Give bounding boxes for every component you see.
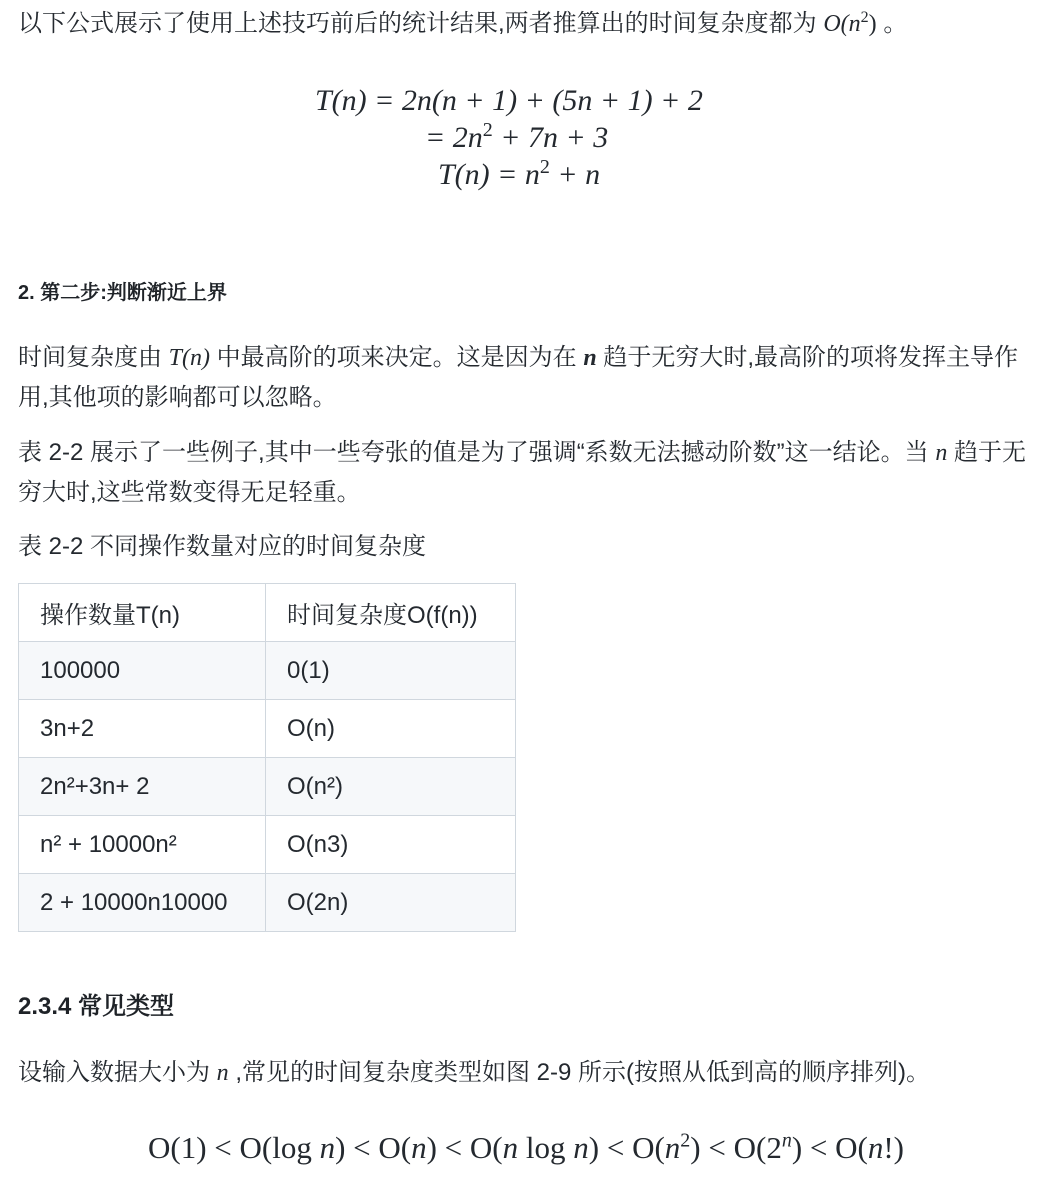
complexity-ordering-formula	[18, 1130, 1034, 1166]
table-cell: 100000	[19, 642, 266, 700]
equation-line-3	[438, 158, 600, 192]
ordering-var: n	[319, 1130, 336, 1165]
para1-math: T(n)	[168, 345, 211, 371]
ordering-part: ) < O(	[588, 1130, 665, 1165]
para3-text-1: 设输入数据大小为	[18, 1059, 217, 1086]
equation-line-2-exp: 2	[482, 119, 493, 141]
ordering-part: ) < O(	[335, 1130, 412, 1165]
ordering-exp: n	[781, 1129, 792, 1152]
table-row	[19, 758, 516, 816]
table-row	[19, 816, 516, 874]
table-header-operations: 操作数量T(n)	[19, 584, 266, 642]
section-heading: 2.3.4 常见类型	[18, 993, 175, 1020]
common-types-paragraph	[18, 1053, 930, 1093]
table-cell: O(n²)	[266, 758, 516, 816]
table-row	[19, 874, 516, 932]
para1-bold-n: n	[583, 345, 597, 371]
ordering-var: n	[502, 1130, 519, 1165]
equation-line-3-exp: 2	[539, 156, 550, 178]
intro-math-base: O(n	[823, 11, 861, 37]
equation-line-1	[315, 84, 703, 118]
para1-text-2: 中最高阶的项来决定。这是因为在	[210, 344, 584, 371]
table-cell: n² + 10000n²	[19, 816, 266, 874]
intro-math-close: )	[868, 11, 877, 37]
equation-line-1-lhs: T(n)	[315, 84, 367, 117]
para2-text-2: 趋于无穷大时,这些常数变得无足轻重。	[18, 439, 1027, 506]
ordering-part: ) < O(	[426, 1130, 503, 1165]
ordering-exp: 2	[680, 1129, 691, 1152]
para3-text-2: ,常见的时间复杂度类型如图 2-9 所示(按照从低到高的顺序排列)。	[228, 1059, 931, 1086]
table-cell: O(2n)	[266, 874, 516, 932]
table-caption: 表 2-2 不同操作数量对应的时间复杂度	[18, 533, 427, 560]
examples-paragraph	[18, 433, 1034, 513]
table-header-complexity: 时间复杂度O(f(n))	[266, 584, 516, 642]
ordering-var: n	[867, 1130, 884, 1165]
equation-line-2-post: + 7n + 3	[492, 121, 609, 154]
table-cell: 0(1)	[266, 642, 516, 700]
ordering-part: log	[518, 1130, 574, 1165]
equation-line-3-post: + n	[549, 158, 601, 191]
para3-math: n	[216, 1060, 229, 1086]
table-cell: O(n3)	[266, 816, 516, 874]
para2-math: n	[935, 440, 948, 466]
asymptotic-paragraph	[18, 338, 1034, 418]
ordering-part: O(1) < O(log	[147, 1130, 320, 1165]
equation-line-1-rhs: = 2n(n + 1) + (5n + 1) + 2	[366, 84, 703, 117]
para1-text-3: 趋于无穷大时,最高阶的项将发挥主导作用,其他项的影响都可以忽略。	[18, 344, 1019, 411]
intro-end: 。	[876, 10, 908, 37]
table-cell: O(n)	[266, 700, 516, 758]
intro-math-exp: 2	[860, 9, 869, 26]
ordering-var: n	[411, 1130, 427, 1165]
equation-line-2-pre: = 2n	[425, 121, 483, 154]
ordering-var: n	[573, 1130, 589, 1165]
intro-paragraph	[18, 4, 907, 44]
ordering-var: n	[664, 1130, 681, 1165]
ordering-part: ) < O(2	[690, 1130, 782, 1165]
equation-line-2	[425, 121, 608, 155]
intro-math	[823, 11, 876, 37]
step-2-heading: 2. 第二步:判断渐近上界	[18, 282, 227, 304]
table-header-row	[19, 584, 516, 642]
ordering-part: !)	[883, 1130, 905, 1165]
table-cell: 2n²+3n+ 2	[19, 758, 266, 816]
complexity-table	[18, 583, 516, 932]
table-row	[19, 700, 516, 758]
para1-text-1: 时间复杂度由	[18, 344, 169, 371]
intro-text: 以下公式展示了使用上述技巧前后的统计结果,两者推算出的时间复杂度都为	[18, 10, 817, 37]
table-cell: 2 + 10000n10000	[19, 874, 266, 932]
table-row	[19, 642, 516, 700]
equation-line-3-pre: T(n) = n	[438, 158, 540, 191]
ordering-part: ) < O(	[791, 1130, 868, 1165]
para2-text-1: 表 2-2 展示了一些例子,其中一些夸张的值是为了强调“系数无法撼动阶数”这一结论。当	[18, 439, 936, 466]
table-cell: 3n+2	[19, 700, 266, 758]
